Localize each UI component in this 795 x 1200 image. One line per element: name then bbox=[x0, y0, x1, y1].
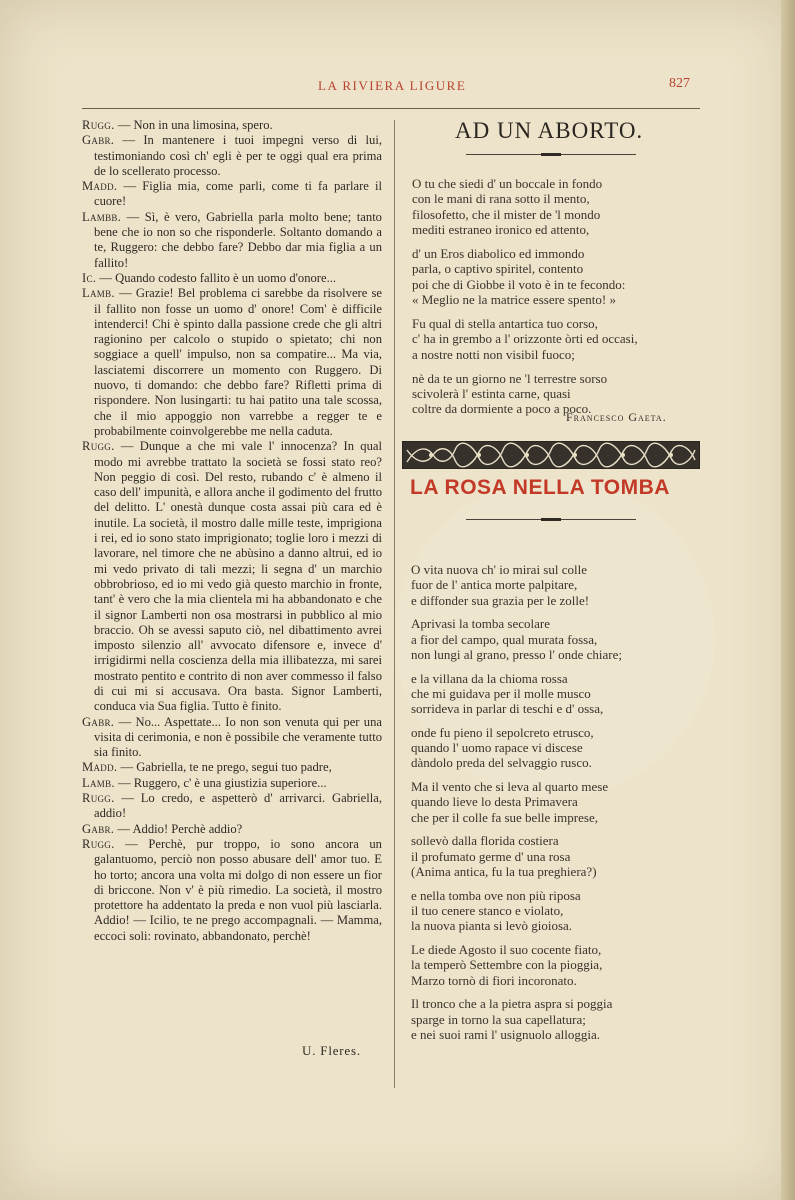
speech-text: — Sì, è vero, Gabriella parla molto bene; tanto bene che io non so che risponderle. Soltanto domando a te, Ruggero: che debbo fare? Debbo dar mia figlia a un fallito! bbox=[94, 209, 382, 270]
title-rule-accent bbox=[541, 153, 561, 156]
verse-line: mediti estraneo ironico ed attento, bbox=[412, 222, 590, 238]
verse-line: la temperò Settembre con la pioggia, bbox=[411, 957, 603, 973]
verse-line: c' ha in grembo a l' orizzonte òrti ed occasi, bbox=[412, 331, 638, 347]
verse-line: a fior del campo, qual murata fossa, bbox=[411, 631, 598, 647]
header-rule bbox=[82, 108, 700, 109]
verse-line: a nostre notti non visibil fuoco; bbox=[412, 346, 575, 362]
verse-line: (Anima antica, fu la tua preghiera?) bbox=[411, 864, 597, 879]
verse-line: dàndolo preda del selvaggio rusco. bbox=[411, 755, 592, 771]
poem1-body bbox=[412, 176, 697, 425]
verse-line: che mi guidava per il molle musco bbox=[411, 685, 591, 701]
verse-line: d' un Eros diabolico ed immondo bbox=[412, 246, 585, 262]
verse-line: scivolerà l' estinta carne, quasi bbox=[412, 386, 571, 402]
verse-line: quando lieve lo desta Primavera bbox=[411, 794, 578, 810]
poem2-title: LA ROSA NELLA TOMBA bbox=[410, 476, 670, 499]
dialogue-line bbox=[82, 776, 382, 791]
left-signature: U. Fleres. bbox=[302, 1043, 361, 1058]
speaker-name: Gabr. bbox=[82, 133, 115, 148]
dialogue-line bbox=[82, 179, 382, 210]
verse-line: Le diede Agosto il suo cocente fiato, bbox=[411, 941, 602, 957]
verse-line: sollevò dalla florida costiera bbox=[411, 833, 559, 849]
stanza bbox=[411, 779, 696, 825]
speaker-name: Rugg. bbox=[82, 118, 115, 132]
speaker-name: Ic. bbox=[82, 270, 97, 285]
verse-line: Fu qual di stella antartica tuo corso, bbox=[412, 316, 598, 332]
verse-line: la nuova pianta si levò gioiosa. bbox=[411, 918, 573, 934]
speaker-name: Rugg. bbox=[82, 791, 115, 806]
verse-line: parla, o captivo spiritel, contento bbox=[412, 261, 584, 277]
dialogue-line bbox=[82, 791, 382, 822]
page-header bbox=[80, 78, 700, 98]
speaker-name: Gabr. bbox=[82, 714, 115, 729]
speech-text: — In mantenere i tuoi impegni verso di lui, testimoniando così ch' egli è per te oggi qual era prima de lo scellerato processo. bbox=[94, 133, 382, 178]
stanza bbox=[411, 671, 696, 717]
verse-line: non lungi al grano, presso l' onde chiare; bbox=[411, 646, 623, 662]
speech-text: — No... Aspettate... Io non son venuta qui per una visita di cerimonia, e non è possibile che veramente tutto sia finito. bbox=[94, 714, 382, 760]
verse-line: il profumato germe d' una rosa bbox=[411, 848, 571, 864]
verse-line: poi che di Giobbe il voto è in te fecondo: bbox=[412, 276, 626, 292]
stanza bbox=[412, 176, 697, 238]
speech-text: — Gabriella, te ne prego, segui tuo padre, bbox=[120, 760, 332, 775]
dialogue-line bbox=[82, 133, 382, 179]
verse-line: sorrideva in parlar di teschi e d' ossa, bbox=[411, 701, 604, 717]
verse-line: Marzo tornò di fiori incoronato. bbox=[411, 972, 577, 988]
speech-text: — Non in una limosina, spero. bbox=[117, 118, 273, 132]
verse-line: nè da te un giorno ne 'l terrestre sorso bbox=[412, 370, 608, 386]
verse-line: « Meglio ne la matrice essere spento! » bbox=[412, 292, 616, 308]
speech-text: — Lo credo, e aspetterò d' arrivarci. Gabriella, addio! bbox=[94, 791, 382, 821]
poem1-author: Francesco Gaeta. bbox=[566, 410, 667, 424]
speaker-name: Rugg. bbox=[82, 836, 115, 851]
verse-line: coltre da dormiente a poco a poco. bbox=[412, 401, 592, 417]
poem2-body bbox=[411, 562, 696, 1051]
verse-line: e nella tomba ove non più riposa bbox=[411, 887, 581, 903]
verse-line: fuor de l' antica morte palpitare, bbox=[411, 577, 578, 593]
stanza bbox=[411, 942, 696, 988]
dialogue-line bbox=[82, 118, 382, 133]
column-divider bbox=[394, 120, 395, 1088]
verse-line: con le mani di rana sotto il mento, bbox=[412, 191, 590, 207]
dialogue-line bbox=[82, 822, 382, 837]
page-edge bbox=[781, 0, 795, 1200]
verse-line: quando l' uomo rapace vi discese bbox=[411, 740, 583, 756]
dialogue-line bbox=[82, 439, 382, 714]
verse-line: il tuo cenere stanco e violato, bbox=[411, 902, 564, 918]
verse-line: Il tronco che a la pietra aspra si poggia bbox=[411, 996, 613, 1012]
stanza bbox=[411, 562, 696, 608]
verse-line: O vita nuova ch' io mirai sul colle bbox=[411, 562, 587, 577]
dialogue-line bbox=[82, 271, 382, 286]
dialogue-line bbox=[82, 760, 382, 775]
speech-text: — Addio! Perchè addio? bbox=[117, 821, 243, 836]
verse-line: e la villana da la chioma rossa bbox=[411, 670, 568, 686]
stanza bbox=[411, 725, 696, 771]
dialogue-column bbox=[82, 118, 382, 944]
frieze-pattern-icon bbox=[403, 442, 699, 468]
speaker-name: Madd. bbox=[82, 179, 118, 194]
stanza bbox=[411, 616, 696, 662]
speech-text: — Grazie! Bel problema ci sarebbe da risolvere se il fallito non fosse un uomo d' onore! Com' è difficile intenderci! Chi è spinto dalla passione crede che gli altri ragionino per calcolo o stupido o spietato; chi non soggiace a quell' impulso, non sa compatire... Ma via, lasciatemi discorrere un momento con Ruggero. Di nuovo, ti domando: che debbo fare? Rifletti prima di rispondere. Non lusingarti: tu hai patito una tale scossa, che il mio appoggio non varrebbe a regger te e probabilmente coinvolgerebbe me nella caduta. bbox=[94, 286, 382, 438]
dialogue-line bbox=[82, 210, 382, 271]
verse-line: e diffonder sua grazia per le zolle! bbox=[411, 592, 590, 608]
speech-text: — Ruggero, c' è una giustizia superiore... bbox=[118, 775, 327, 790]
speaker-name: Lamb. bbox=[82, 286, 115, 301]
verse-line: Ma il vento che si leva al quarto mese bbox=[411, 779, 609, 795]
ornamental-frieze bbox=[402, 441, 700, 469]
stanza bbox=[412, 316, 697, 362]
page-number: 827 bbox=[669, 76, 690, 91]
speaker-name: Madd. bbox=[82, 760, 118, 775]
speaker-name: Lamb. bbox=[82, 775, 115, 790]
stanza bbox=[412, 246, 697, 308]
verse-line: sparge in torno la sua capellatura; bbox=[411, 1011, 586, 1027]
verse-line: e nei suoi rami l' usignuolo alloggia. bbox=[411, 1026, 601, 1042]
speech-text: — Figlia mia, come parli, come ti fa parlare il cuore! bbox=[94, 179, 382, 209]
running-title: LA RIVIERA LIGURE bbox=[318, 78, 467, 93]
speaker-name: Gabr. bbox=[82, 821, 115, 836]
verse-line: che per il colle fa sue belle imprese, bbox=[411, 809, 598, 825]
verse-line: O tu che siedi d' un boccale in fondo bbox=[412, 176, 603, 191]
speech-text: — Dunque a che mi vale l' innocenza? In qual modo mi avrebbe trattato la società se fossi stato reo? Non peggio di così. Del resto, rubando c' è almeno il caso dell' impunità, e allora anche il godimento del frutto del delitto. L' onestà dunque costa assai più cara ed è inutile. La società, il mostro dalle mille teste, imprigiona i rei, ed io sono stato imprigionato; toglie loro i mezzi di lavorare, nel timore che ne abùsino a danno altrui, ed io mi vedo privato di tali mezzi; li segna d' un marchio obbrobrioso, ed io mi vedo già questo marchio in fronte, tant' è vero che la mia clientela mi ha abbandonato e che il signor Lamberti non osa mostrarsi in pubblico al mio braccio. Oh se avessi saputo ciò, nel dibattimento avrei imposto silenzio all' avvocato difensore e, invece d' irrigidirmi nella coscienza della mia illibatezza, mi sarei mostrato pentito e contrito di non aver commesso il falso di cui mi si accusava. Ora basta. Signor Lamberti, conduca via Sua figlia. Tutto è finito. bbox=[94, 439, 382, 714]
title-rule-accent-2 bbox=[541, 518, 561, 521]
speech-text: — Quando codesto fallito è un uomo d'onore... bbox=[99, 270, 337, 285]
stanza bbox=[411, 833, 696, 879]
dialogue-line bbox=[82, 286, 382, 439]
speaker-name: Rugg. bbox=[82, 439, 115, 454]
stanza bbox=[411, 888, 696, 934]
poem1-title: AD UN ABORTO. bbox=[455, 118, 644, 143]
speech-text: — Perchè, pur troppo, io sono ancora un galantuomo, perciò non posso abusare dell' amor tuo. E ho torto; ancora una volta mi dolgo di non essere un fior di briccone. Non v' è più rimedio. La società, il mostro protettore ha addentato la preda e non vuol più lasciarla. Addio! — Icilio, te ne prego accompagnali. — Mamma, eccoci soli: rovinato, abbandonato, perchè! bbox=[94, 836, 382, 943]
dialogue-line bbox=[82, 715, 382, 761]
verse-line: onde fu pieno il sepolcreto etrusco, bbox=[411, 724, 594, 740]
verse-line: Aprivasi la tomba secolare bbox=[411, 616, 550, 632]
verse-line: filosofetto, che il mister de 'l mondo bbox=[412, 206, 601, 222]
speaker-name: Lambb. bbox=[82, 209, 122, 224]
dialogue-line bbox=[82, 837, 382, 944]
stanza bbox=[411, 996, 696, 1042]
